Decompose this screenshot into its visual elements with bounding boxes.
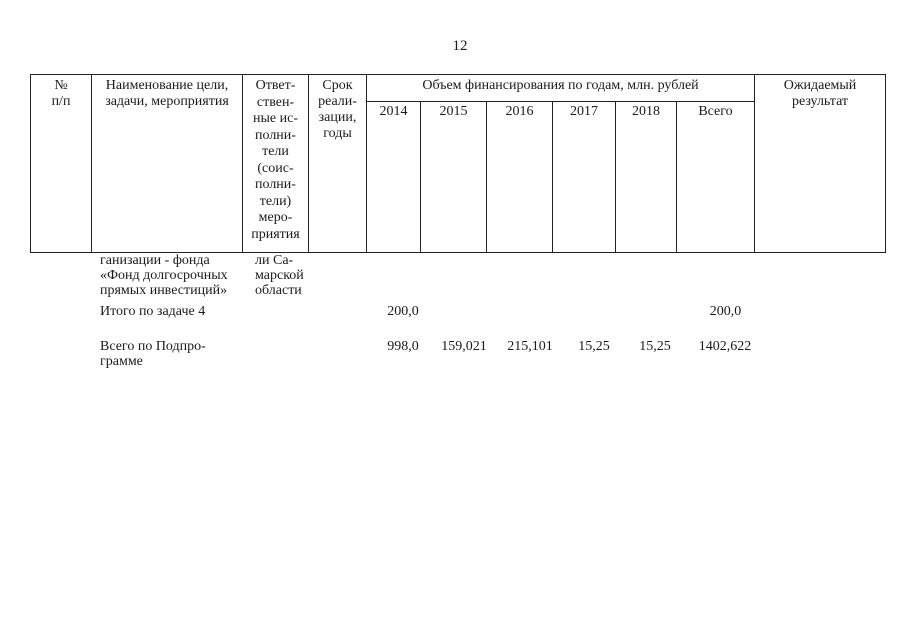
row-value-total: 200,0 (709, 304, 742, 319)
header-year-2017: 2017 (553, 102, 616, 253)
row-value-2016: 215,101 (507, 339, 553, 354)
header-year-2015: 2015 (421, 102, 487, 253)
row-value-total: 1402,622 (698, 339, 752, 354)
header-year-2018: 2018 (616, 102, 677, 253)
financing-table-header (30, 74, 886, 253)
header-expected-result: Ожидаемый результат (755, 75, 886, 253)
header-responsible: Ответ- ствен- ные ис- полни- тели (соис- полни- тели) меро- приятия (243, 75, 309, 253)
row-label: Итого по задаче 4 (100, 304, 206, 319)
header-financing-title: Объем финансирования по годам, млн. рублей (367, 75, 755, 102)
page-number: 12 (452, 38, 468, 54)
header-year-2014: 2014 (367, 102, 421, 253)
continuation-name: ганизации - фонда «Фонд долгосрочных прямых инвестиций» (100, 253, 228, 298)
row-value-2015: 159,021 (441, 339, 487, 354)
continuation-responsible: ли Са- марской области (255, 253, 304, 298)
row-value-2017: 15,25 (578, 339, 610, 354)
row-value-2014: 200,0 (387, 304, 419, 319)
header-year-2016: 2016 (487, 102, 553, 253)
header-term: Срок реали- зации, годы (309, 75, 367, 253)
header-number: № п/п (31, 75, 92, 253)
header-name: Наименование цели, задачи, мероприятия (92, 75, 243, 253)
row-value-2018: 15,25 (639, 339, 671, 354)
row-label: Всего по Подпро- грамме (100, 339, 206, 369)
row-value-2014: 998,0 (387, 339, 419, 354)
header-total: Всего (677, 102, 755, 253)
